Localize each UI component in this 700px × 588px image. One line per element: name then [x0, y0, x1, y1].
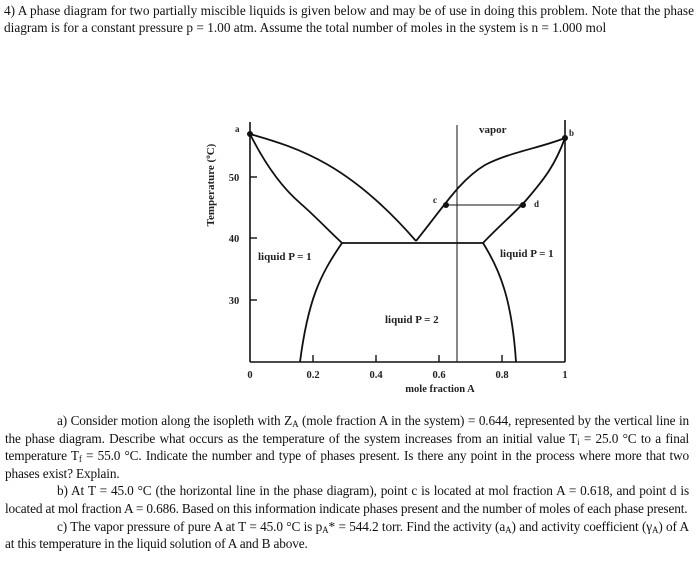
phase-diagram	[200, 110, 590, 400]
region-vapor: vapor	[479, 124, 507, 136]
point-a	[247, 131, 253, 137]
x-tick-label: 1	[562, 370, 568, 381]
label-d: d	[534, 199, 540, 209]
point-c	[443, 202, 449, 208]
point-b	[562, 135, 568, 141]
y-axis-label: Temperature ($^o$C)	[204, 143, 217, 227]
x-tick-label: 0.2	[306, 370, 320, 381]
y-tick-label: 50	[228, 173, 240, 184]
questions	[5, 412, 689, 553]
question-a: a) Consider motion along the isopleth with $Z_A$ (mole fraction A in the system) = 0.644, represented by the vertical line in the phase diagram. Describe what occurs as the temperature of the system increases from an initial value $T_i = 25.0$ °C to a final temperature $T_f = 55.0$ °C. Indicate the number and type of phases present. Is there any point in the process where more that two phases exist? Explain.	[5, 413, 690, 481]
x-tick-label: 0.8	[495, 370, 509, 381]
x-axis-label: mole fraction A	[405, 384, 475, 395]
question-c: c) The vapor pressure of pure A at T = 45.0 °C is $p_A* = 544.2$ torr. Find the activity $(a_A)$ and activity coefficient $(\gamma_A)$ of A at this temperature in the liquid solution of A and B above.	[5, 518, 690, 552]
region-liquid-left: liquid P = 1	[258, 251, 312, 263]
label-c: c	[433, 195, 437, 205]
solubility-curve-right	[483, 243, 516, 362]
vapor-curve-left	[250, 134, 416, 241]
liquid-curve-right	[483, 138, 565, 243]
question-b: b) At T = 45.0 °C (the horizontal line in the phase diagram), point c is located at mol fraction A = 0.618, and point d is located at mol fraction A = 0.686. Based on this information indicate phases present and the number of moles of each phase present.	[5, 483, 689, 516]
liquid-curve-left	[250, 134, 342, 243]
x-tick-label: 0	[247, 370, 253, 381]
problem-intro: 4) A phase diagram for two partially miscible liquids is given below and may be of use in doing this problem. Note that the phase diagram is for a constant pressure p = 1.00 atm. Assume the total number of moles in the system is n = 1.000 mol	[4, 3, 694, 35]
region-liquid-two: liquid P = 2	[385, 314, 439, 326]
label-b: b	[569, 128, 575, 138]
y-tick-label: 30	[228, 296, 240, 307]
region-liquid-right: liquid P = 1	[500, 248, 554, 260]
point-d	[520, 202, 526, 208]
x-tick-label: 0.6	[432, 370, 446, 381]
x-tick-label: 0.4	[369, 370, 383, 381]
y-tick-label: 40	[228, 234, 240, 245]
label-a: a	[235, 124, 240, 134]
vapor-curve-right	[416, 138, 565, 241]
